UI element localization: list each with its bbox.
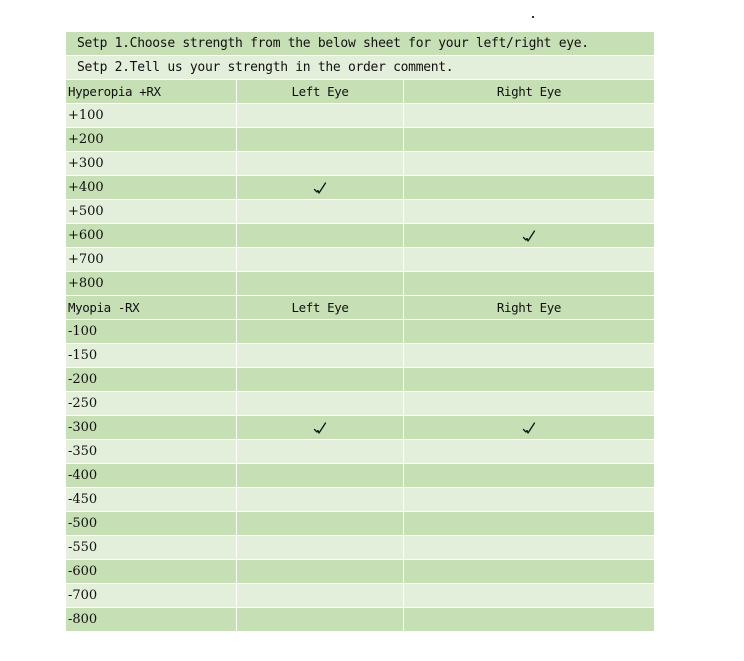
left-eye-cell[interactable]: [237, 248, 404, 271]
right-eye-cell[interactable]: [404, 584, 654, 607]
table-row: [66, 344, 654, 368]
strength-value: -100: [66, 320, 237, 343]
left-eye-cell[interactable]: [237, 344, 404, 367]
left-eye-cell[interactable]: [237, 152, 404, 175]
right-eye-cell[interactable]: [404, 392, 654, 415]
left-eye-cell[interactable]: [237, 464, 404, 487]
left-eye-cell[interactable]: [237, 560, 404, 583]
strength-value: -600: [66, 560, 237, 583]
hyperopia-left-eye-header: Left Eye: [237, 80, 404, 103]
right-eye-cell[interactable]: [404, 440, 654, 463]
left-eye-cell[interactable]: [237, 536, 404, 559]
left-eye-cell[interactable]: [237, 200, 404, 223]
strength-value: +600: [66, 224, 237, 247]
left-eye-cell[interactable]: [237, 584, 404, 607]
hyperopia-right-eye-header: Right Eye: [496, 84, 562, 99]
left-eye-cell[interactable]: [237, 608, 404, 631]
table-row: [66, 152, 654, 176]
table-row: [66, 248, 654, 272]
right-eye-cell[interactable]: [404, 344, 654, 367]
table-row: [66, 512, 654, 536]
right-eye-cell[interactable]: [404, 248, 654, 271]
check-mark-icon: [313, 180, 327, 195]
check-mark-icon: [522, 228, 536, 243]
table-row: [66, 536, 654, 560]
left-eye-cell[interactable]: [237, 416, 404, 439]
myopia-right-eye-header: Right Eye: [496, 300, 562, 315]
table-row: [66, 488, 654, 512]
table-row: [66, 272, 654, 296]
right-eye-cell[interactable]: [404, 512, 654, 535]
strength-value: +300: [66, 152, 237, 175]
strength-value: -500: [66, 512, 237, 535]
strength-value: -400: [66, 464, 237, 487]
myopia-left-eye-header: Left Eye: [237, 296, 404, 319]
table-row: [66, 416, 654, 440]
right-eye-cell[interactable]: [404, 464, 654, 487]
right-eye-cell[interactable]: [404, 488, 654, 511]
table-row: [66, 176, 654, 200]
right-eye-cell[interactable]: [404, 608, 654, 631]
strength-value: -250: [66, 392, 237, 415]
left-eye-cell[interactable]: [237, 176, 404, 199]
strength-value: -800: [66, 608, 237, 631]
right-eye-cell[interactable]: [404, 128, 654, 151]
right-eye-cell[interactable]: [404, 560, 654, 583]
myopia-header-label: Myopia -RX: [66, 296, 237, 319]
strength-value: +700: [66, 248, 237, 271]
left-eye-cell[interactable]: [237, 104, 404, 127]
table-row: [66, 320, 654, 344]
right-eye-cell[interactable]: [404, 200, 654, 223]
left-eye-cell[interactable]: [237, 512, 404, 535]
table-row: [66, 200, 654, 224]
myopia-header-row: [66, 296, 654, 320]
right-eye-cell[interactable]: [404, 272, 654, 295]
right-eye-cell[interactable]: [404, 104, 654, 127]
right-eye-cell[interactable]: [404, 368, 654, 391]
right-eye-cell[interactable]: [404, 224, 654, 247]
strength-value: -350: [66, 440, 237, 463]
table-row: [66, 368, 654, 392]
left-eye-cell[interactable]: [237, 128, 404, 151]
right-eye-cell[interactable]: [404, 152, 654, 175]
stray-dot: [532, 16, 534, 18]
strength-value: -150: [66, 344, 237, 367]
right-eye-cell[interactable]: [404, 416, 654, 439]
strength-value: +200: [66, 128, 237, 151]
check-mark-icon: [313, 420, 327, 435]
table-row: [66, 584, 654, 608]
check-mark-icon: [522, 420, 536, 435]
strength-value: -700: [66, 584, 237, 607]
table-row: [66, 392, 654, 416]
table-row: [66, 608, 654, 632]
table-row: [66, 128, 654, 152]
strength-value: +100: [66, 104, 237, 127]
hyperopia-rows: [66, 104, 654, 296]
strength-value: +500: [66, 200, 237, 223]
left-eye-cell[interactable]: [237, 224, 404, 247]
step-1-instruction: Setp 1.Choose strength from the below sheet for your left/right eye.: [66, 32, 654, 56]
strength-value: -200: [66, 368, 237, 391]
left-eye-cell[interactable]: [237, 272, 404, 295]
table-row: [66, 464, 654, 488]
table-row: [66, 104, 654, 128]
right-eye-cell[interactable]: [404, 176, 654, 199]
right-eye-cell[interactable]: [404, 320, 654, 343]
left-eye-cell[interactable]: [237, 488, 404, 511]
table-row: [66, 224, 654, 248]
left-eye-cell[interactable]: [237, 368, 404, 391]
table-row: [66, 440, 654, 464]
myopia-rows: [66, 320, 654, 632]
table-row: [66, 560, 654, 584]
strength-value: -450: [66, 488, 237, 511]
left-eye-cell[interactable]: [237, 440, 404, 463]
right-eye-cell[interactable]: [404, 536, 654, 559]
hyperopia-header-label: Hyperopia +RX: [66, 80, 237, 103]
strength-value: -550: [66, 536, 237, 559]
strength-value: -300: [66, 416, 237, 439]
strength-sheet: [66, 32, 654, 632]
step-2-instruction: Setp 2.Tell us your strength in the order comment.: [66, 56, 654, 80]
strength-value: +800: [66, 272, 237, 295]
left-eye-cell[interactable]: [237, 320, 404, 343]
strength-value: +400: [66, 176, 237, 199]
hyperopia-header-row: [66, 80, 654, 104]
left-eye-cell[interactable]: [237, 392, 404, 415]
